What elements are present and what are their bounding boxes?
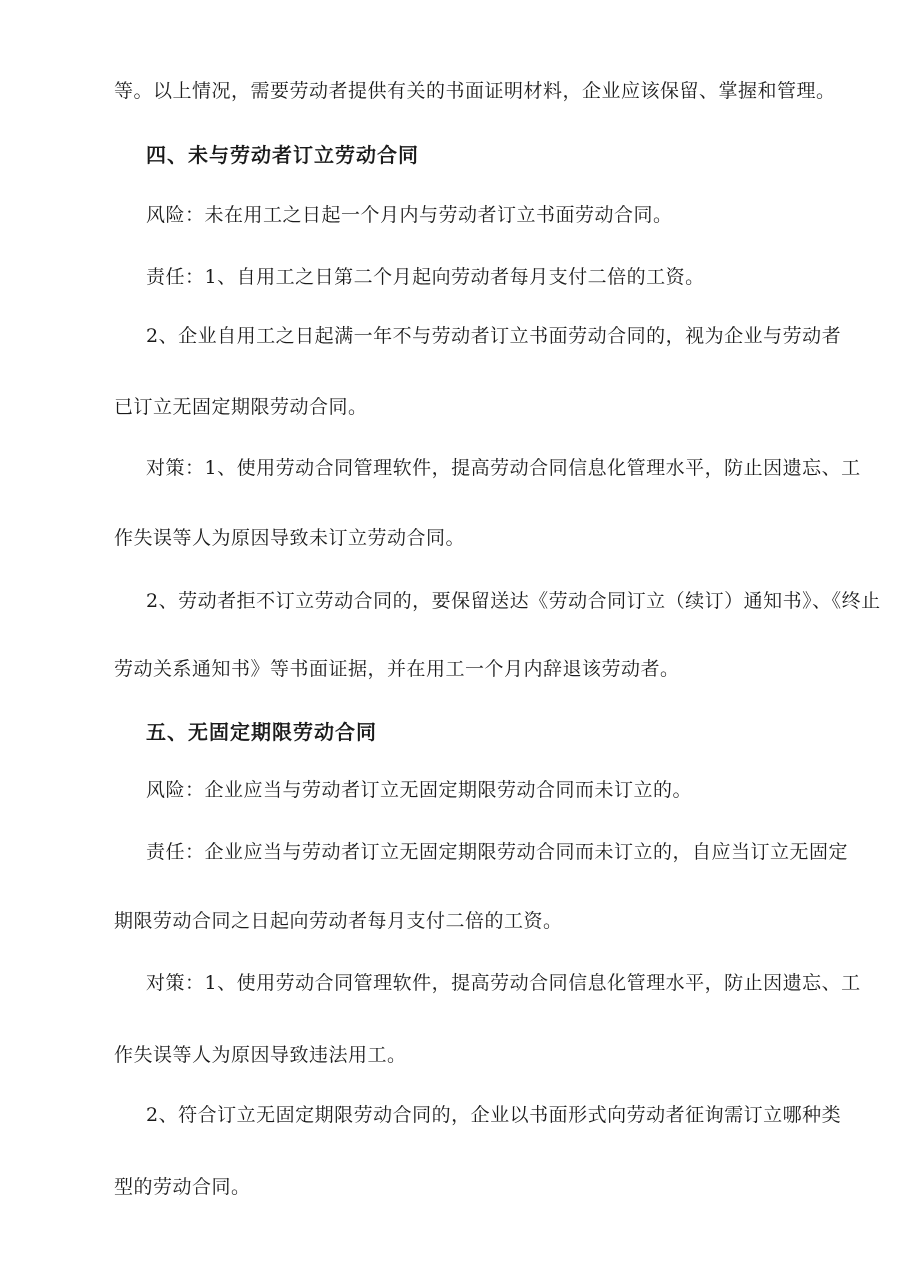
countermeasure-paragraph-4-line-2: 作失误等人为原因导致未订立劳动合同。: [114, 527, 466, 549]
countermeasure-paragraph-4-line-1: 对策：1、使用劳动合同管理软件，提高劳动合同信息化管理水平，防止因遗忘、工: [146, 457, 861, 479]
section-heading-4: 四、未与劳动者订立劳动合同: [146, 143, 419, 167]
risk-paragraph-5: 风险：企业应当与劳动者订立无固定期限劳动合同而未订立的。: [146, 779, 693, 801]
countermeasure-item-2-line-2: 劳动关系通知书》等书面证据，并在用工一个月内辞退该劳动者。: [114, 658, 680, 680]
risk-paragraph-4: 风险：未在用工之日起一个月内与劳动者订立书面劳动合同。: [146, 204, 673, 226]
countermeasure-item-2-line-1: 2、劳动者拒不订立劳动合同的，要保留送达《劳动合同订立（续订）通知书》、《终止: [146, 590, 881, 612]
liability-paragraph-4: 责任：1、自用工之日第二个月起向劳动者每月支付二倍的工资。: [146, 266, 705, 288]
countermeasure-item-5-2-line-2: 型的劳动合同。: [114, 1176, 251, 1198]
countermeasure-paragraph-5-line-2: 作失误等人为原因导致违法用工。: [114, 1044, 407, 1066]
liability-paragraph-5-line-2: 期限劳动合同之日起向劳动者每月支付二倍的工资。: [114, 910, 563, 932]
paragraph-continuation: 等。以上情况，需要劳动者提供有关的书面证明材料，企业应该保留、掌握和管理。: [114, 80, 836, 102]
countermeasure-paragraph-5-line-1: 对策：1、使用劳动合同管理软件，提高劳动合同信息化管理水平，防止因遗忘、工: [146, 972, 861, 994]
liability-paragraph-5-line-1: 责任：企业应当与劳动者订立无固定期限劳动合同而未订立的，自应当订立无固定: [146, 841, 849, 863]
liability-item-2-line-2: 已订立无固定期限劳动合同。: [114, 396, 368, 418]
liability-item-2-line-1: 2、企业自用工之日起满一年不与劳动者订立书面劳动合同的，视为企业与劳动者: [146, 325, 842, 347]
countermeasure-item-5-2-line-1: 2、符合订立无固定期限劳动合同的，企业以书面形式向劳动者征询需订立哪种类: [146, 1104, 842, 1126]
section-heading-5: 五、无固定期限劳动合同: [146, 720, 377, 744]
